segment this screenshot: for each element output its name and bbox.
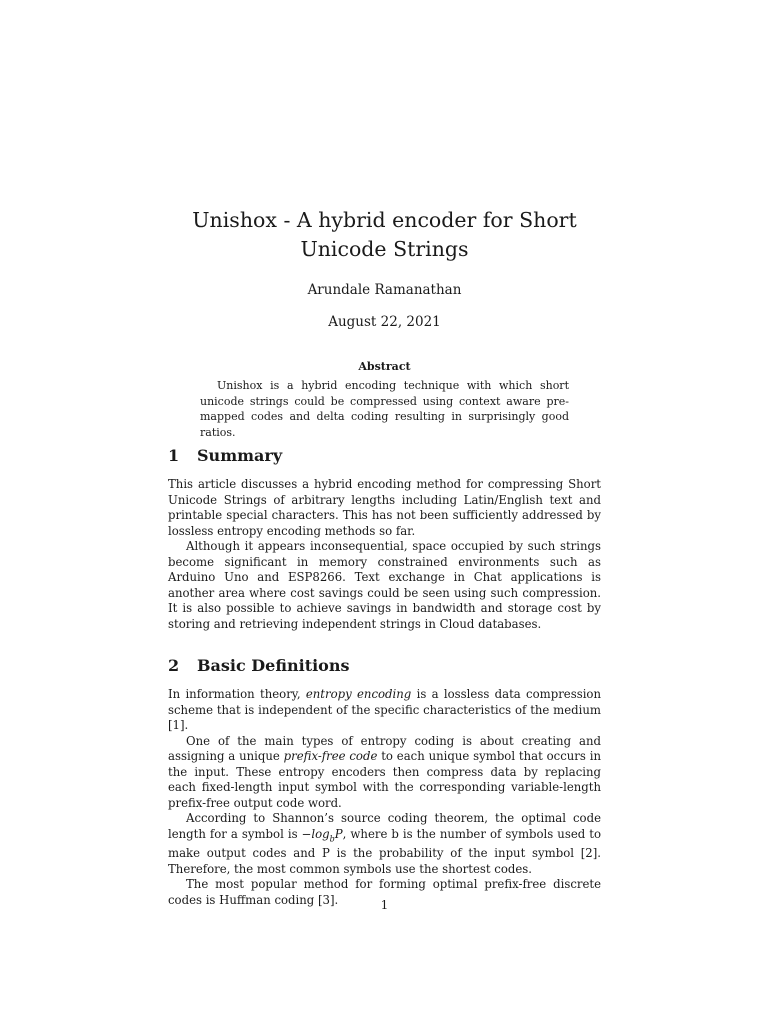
math-minus: −: [301, 826, 312, 841]
abstract-text: Unishox is a hybrid encoding technique with which short unicode strings could be compressed using context aware pre-mapped codes and delta coding resulting in surprisingly good ratios.: [200, 379, 569, 439]
paper-title: Unishox - A hybrid encoder for Short Unicode Strings: [192, 208, 577, 261]
section-heading-summary: [168, 446, 601, 466]
paragraph-text: One of the main types of entropy coding is about creating and assigning a unique: [168, 733, 601, 763]
page-number: 1: [380, 898, 389, 912]
math-log: log: [311, 826, 330, 841]
abstract-heading: Abstract: [358, 360, 411, 373]
paragraph: Although it appears inconsequential, space occupied by such strings become significant in memory constrained environments such as Arduino Uno and ESP8266. Text exchange in Chat applications is another area where cost savings could be seen using such compression. It is also possible to achieve savings in bandwidth and storage cost by storing and retrieving independent strings in Cloud databases.: [168, 539, 601, 631]
section-number: 2: [168, 656, 180, 675]
math-expression: [302, 827, 343, 841]
paragraph: [168, 734, 601, 812]
paragraph-text: to each unique symbol that occurs in the input. These entropy encoders then compress data by replacing each fixed-length input symbol with the corresponding variable-length prefix-free output code word.: [168, 749, 601, 810]
paragraph-text: In information theory,: [168, 687, 306, 701]
section-title: Summary: [197, 446, 283, 465]
paragraph: This article discusses a hybrid encoding method for compressing Short Unicode Strings of arbitrary lengths including Latin/English text and printable special characters. This has not been sufficiently addressed by lossless entropy encoding methods so far.: [168, 477, 601, 538]
math-variable: P: [334, 826, 343, 841]
paragraph-text: According to Shannon’s source coding theorem, the optimal code length for a symbol is: [168, 811, 601, 841]
publication-date: August 22, 2021: [328, 314, 441, 330]
paragraph-text: , where b is the number of symbols used to make output codes and P is the probability of the input symbol [2]. Therefore, the most common symbols use the shortest codes.: [168, 826, 601, 876]
paragraph: [168, 687, 601, 734]
paragraph: [168, 811, 601, 877]
term-prefix-free-code: prefix-free code: [283, 749, 378, 763]
term-entropy-encoding: entropy encoding: [305, 687, 412, 701]
author-name: Arundale Ramanathan: [307, 282, 462, 298]
section-body-basic-definitions: [168, 687, 601, 908]
paragraph-text: is a lossless data compression scheme that is independent of the specific characteristics of the medium [1].: [168, 687, 601, 732]
section-title: Basic Definitions: [197, 656, 350, 675]
section-body-summary: [168, 477, 601, 632]
paragraph: The most popular method for forming optimal prefix-free discrete codes is Huffman coding [3].: [168, 877, 601, 907]
math-subscript: b: [329, 833, 335, 843]
section-heading-basic-definitions: [168, 656, 601, 676]
section-number: 1: [168, 446, 180, 465]
